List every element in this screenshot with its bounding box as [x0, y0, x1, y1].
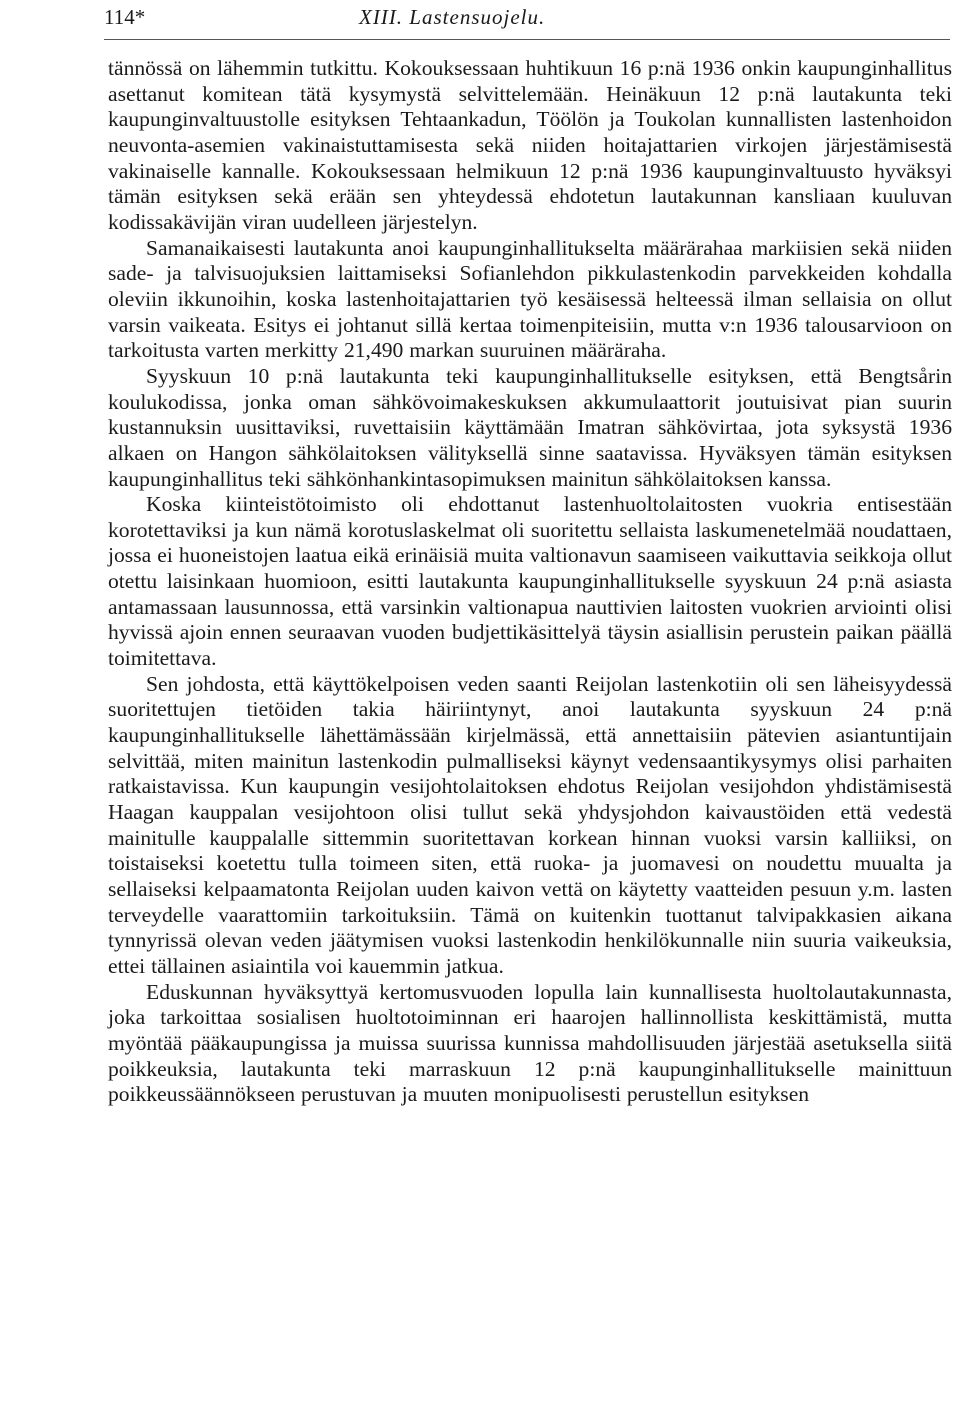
paragraph: Sen johdosta, että käyttökelpoisen veden saanti Reijolan lastenkotiin oli sen läheisyydessä suoritettujen tietöiden takia häiriintynyt, anoi lautakunta syyskuun 24 p:nä kaupunginhallitukselle lähettämässään kirjelmässä, että annettaisiin pätevien asiantuntijain selvittää, miten mainitun lastenkodin pulmalliseksi käynyt vedensaantikysymys olisi parhaiten ratkaistavissa. Kun kaupungin vesijohtolaitoksen ehdotus Reijolan vesijohdon yhdistämisestä Haagan kauppalan vesijohtoon olisi tullut sekä yhdysjohdon kaivaustöiden että vedestä mainitulle kauppalalle sittemmin suoritettavan korkean hinnan vuoksi varsin kalliiksi, on toistaiseksi koetettu tulla toimeen siten, että ruoka- ja juomavesi on noudettu muualta ja sellaiseksi kelpaamatonta Reijolan uuden kaivon vettä on käytetty vaatteiden pesuun y.m. lasten terveydelle vaarattomiin tarkoituksiin. Tämä on kuitenkin tuottanut talvipakkasien aikana tynnyrissä olevan veden jäätymisen vuoksi lastenkodin henkilökunnalle niin suuria vaikeuksia, ettei tällainen asiaintila voi kauemmin jatkua.	[108, 671, 952, 978]
paragraph: Syyskuun 10 p:nä lautakunta teki kaupunginhallitukselle esityksen, että Bengtsårin koulukodissa, jonka oman sähkövoimakeskuksen akkumulaattorit joutuisivat pian suurin kustannuksin uusittaviksi, ruvettaisiin käyttämään Imatran sähkövirtaa, jota syksystä 1936 alkaen on Hangon sähkölaitoksen välityksellä sinne saatavissa. Hyväksyen tämän esityksen kaupunginhallitus teki sähkönhankintasopimuksen mainitun sähkölaitoksen kanssa.	[108, 363, 952, 491]
paragraph: Koska kiinteistötoimisto oli ehdottanut lastenhuoltolaitosten vuokria entisestään korotettaviksi ja kun nämä korotuslaskelmat oli suoritettu sellaista laskumenetelmää noudattaen, jossa ei huoneistojen laatua eikä erinäisiä muita valtionavun saamiseen vaikuttavia seikkoja ollut otettu laisinkaan huomioon, esitti lautakunta kaupunginhallitukselle syyskuun 24 p:nä asiasta antamassaan lausunnossa, että varsinkin valtionapua nauttivien laitosten vuokrien arviointi olisi hyvissä ajoin ennen seuraavan vuoden budjettikäsittelyä täysin asiallisin perustein paikan päällä toimitettava.	[108, 492, 952, 671]
header-rule	[104, 39, 950, 40]
body-text	[108, 56, 952, 1108]
running-title: XIII. Lastensuojelu.	[359, 5, 546, 29]
page-header	[104, 2, 950, 32]
page-number: 114*	[104, 5, 146, 29]
paragraph: tännössä on lähemmin tutkittu. Kokouksessaan huhtikuun 16 p:nä 1936 onkin kaupunginhallitus asettanut komitean tätä kysymystä selvittelemään. Heinäkuun 12 p:nä lautakunta teki kaupunginvaltuustolle esityksen Tehtaankadun, Töölön ja Toukolan kunnallisten lastenhoidon neuvonta-asemien vakinaistuttamisesta sekä niiden hoitajattarien virkojen järjestämisestä vakinaiselle kannalle. Kokouksessaan helmikuun 12 p:nä 1936 kaupunginvaltuusto hyväksyi tämän esityksen sekä erään sen yhteydessä ehdotetun lautakunnan kansliaan kuuluvan kodissakävijän viran uudelleen järjestelyn.	[108, 56, 952, 234]
paragraph: Samanaikaisesti lautakunta anoi kaupunginhallitukselta määrärahaa markiisien sekä niiden sade- ja talvisuojuksien laittamiseksi Sofianlehdon pikkulastenkodin parvekkeiden kohdalla oleviin ikkunoihin, koska lastenhoitajattarien työ kesäisessä helteessä ilman sellaisia on ollut varsin vaikeata. Esitys ei johtanut sillä kertaa toimenpiteisiin, mutta v:n 1936 talousarvioon on tarkoitusta varten merkitty 21,490 markan suuruinen määräraha.	[108, 235, 952, 363]
paragraph: Eduskunnan hyväksyttyä kertomusvuoden lopulla lain kunnallisesta huoltolautakunnasta, joka tarkoittaa sosialisen huoltotoiminnan eri haarojen hallinnollista keskittämistä, mutta myöntää pääkaupungissa ja muissa suurissa kunnissa mahdollisuuden järjestää asetuksella siitä poikkeuksia, lautakunta teki marraskuun 12 p:nä kaupunginhallitukselle mainittuun poikkeussäännökseen perustuvan ja muuten monipuolisesti perustellun esityksen	[108, 979, 952, 1107]
